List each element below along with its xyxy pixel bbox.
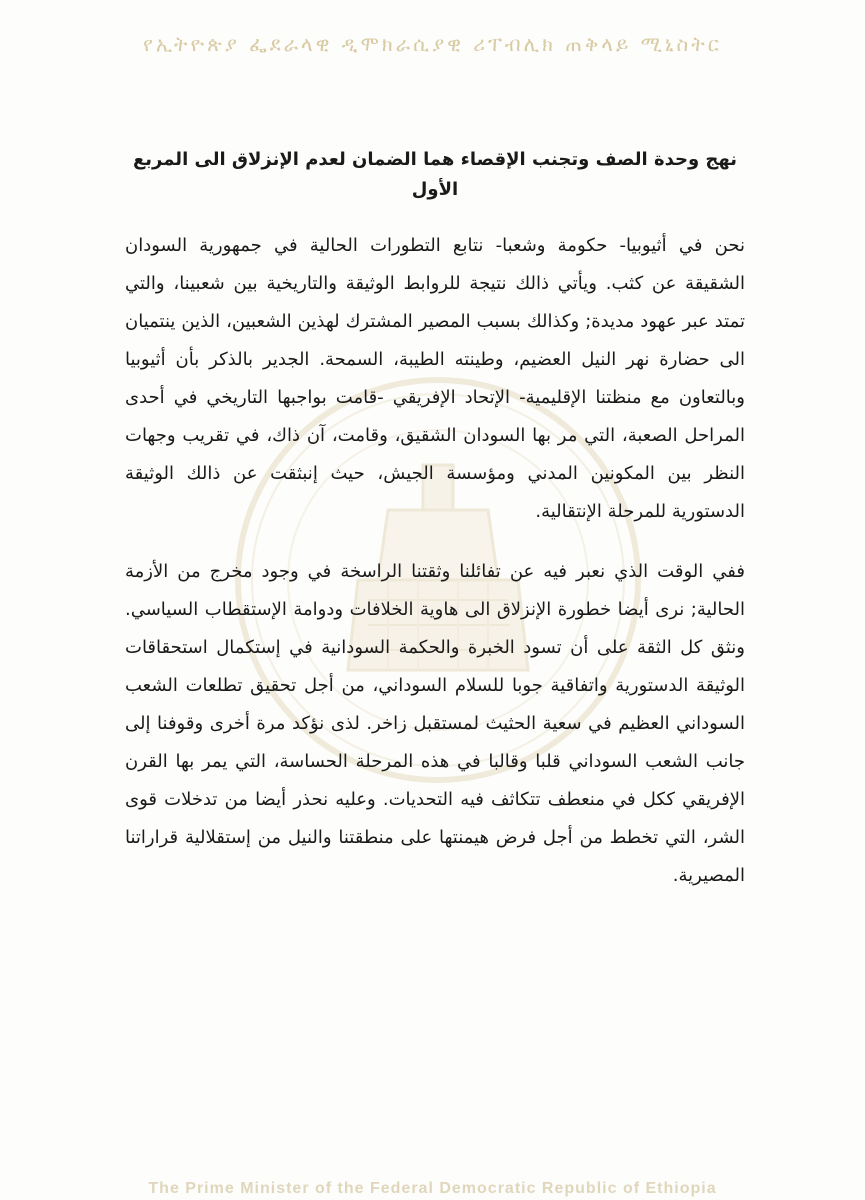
paragraph-2: ففي الوقت الذي نعبر فيه عن تفائلنا وثقتنا الراسخة في وجود مخرج من الأزمة الحالية; نرى أيضا خطورة الإنزلاق الى هاوية الخلافات ودوامة الإستقطاب السياسي. ونثق كل الثقة على أن تسود الخبرة والحكمة السودانية في إستكمال استحقاقات الوثيقة الدستورية واتفاقية جوبا للسلام السوداني، من أجل تحقيق تطلعات الشعب السوداني العظيم في سعية الحثيث لمستقبل زاخر. لذى نؤكد مرة أخرى وقوفنا إلى جانب الشعب السوداني قلبا وقالبا في هذه المرحلة الحساسة، التي يمر بها القرن الإفريقي ككل في منعطف تتكاثف فيه التحديات. وعليه نحذر أيضا من تدخلات قوى الشر، التي تخطط من أجل فرض هيمنتها على منطقتنا والنيل من إستقلالية قراراتنا المصيرية.	[125, 561, 745, 886]
letterhead-english-footer: The Prime Minister of the Federal Democratic Republic of Ethiopia	[148, 1180, 717, 1197]
letterhead-amharic-title: የኢትዮጵያ ፌደራላዊ ዲሞክራሲያዊ ሪፐብሊክ ጠቅላይ ሚኒስትር	[143, 32, 722, 56]
paragraph-1: نحن في أثيوبيا- حكومة وشعبا- نتابع التطورات الحالية في جمهورية السودان الشقيقة عن كثب. ويأتي ذالك نتيجة للروابط الوثيقة والتاريخية بين شعبينا، والتي تمتد عبر عهود مديدة; وكذالك بسبب المصير المشترك لهذين الشعبين، الذين ينتميان الى حضارة نهر النيل العضيم، وطينته الطيبة، السمحة. الجدير بالذكر بأن أثيوبيا وبالتعاون مع منظتنا الإقليمية- الإتحاد الإفريقي -قامت بواجبها التاريخي في أحدى المراحل الصعبة، التي مر بها السودان الشقيق، وقامت، آن ذاك، في تقريب وجهات النظر بين المكونين المدني ومؤسسة الجيش، حيث إنبثقت عن ذالك الوثيقة الدستورية للمرحلة الإنتقالية.	[125, 235, 745, 522]
letter-title: نهج وحدة الصف وتجنب الإقصاء هما الضمان لعدم الإنزلاق الى المربع الأول	[132, 149, 738, 200]
letter-body	[125, 145, 745, 917]
